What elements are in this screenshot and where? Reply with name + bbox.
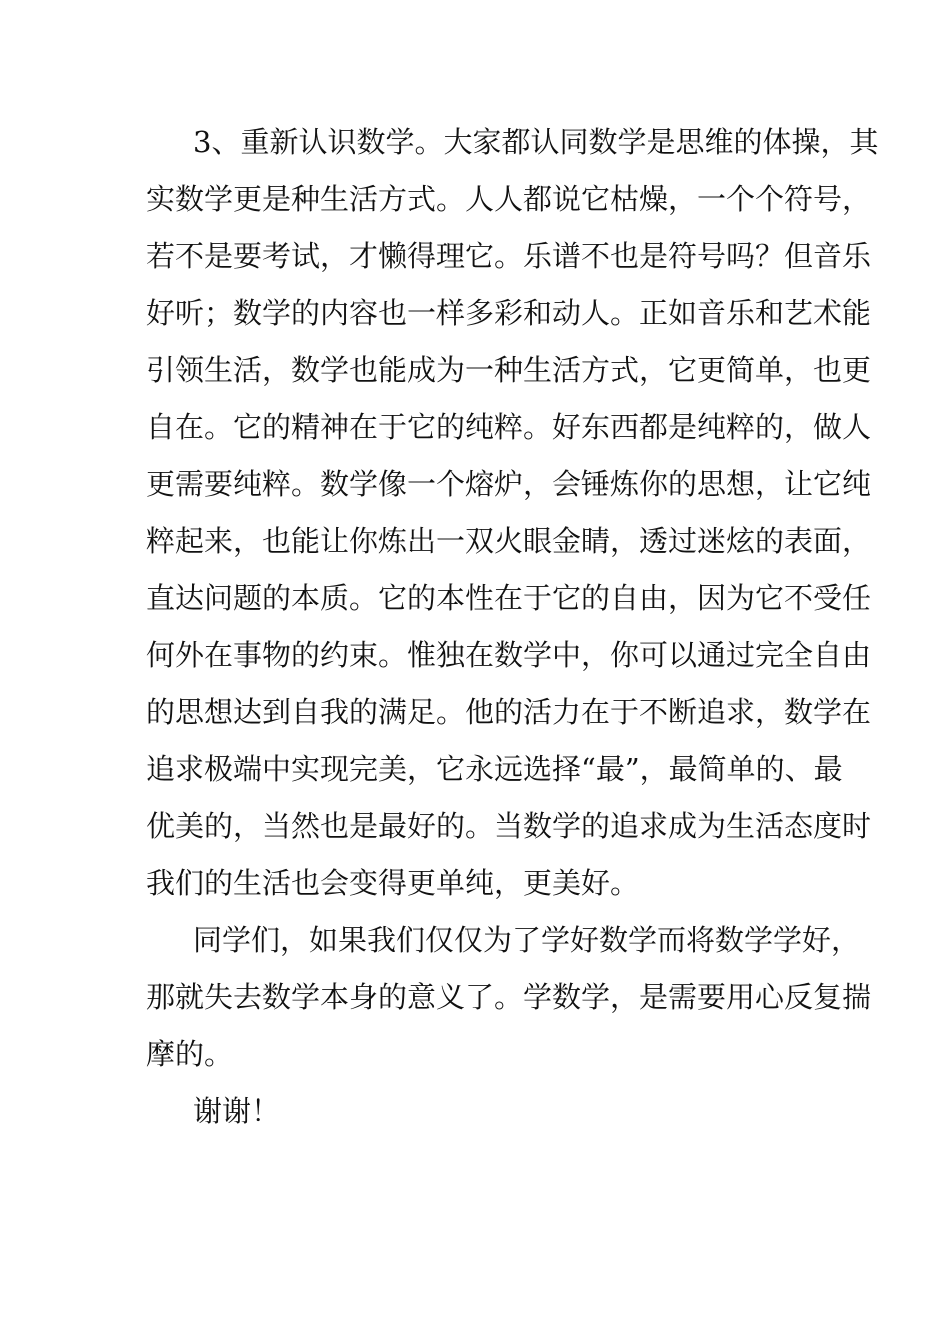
text-line: 好听；数学的内容也一样多彩和动人。正如音乐和艺术能 (146, 296, 872, 330)
speech-text (146, 121, 879, 1147)
text-line: 实数学更是种生活方式。人人都说它枯燥，一个个符号， (146, 182, 872, 216)
closing-thanks: 谢谢！ (193, 1094, 281, 1128)
text-line: 引领生活，数学也能成为一种生活方式，它更简单，也更 (146, 353, 872, 387)
paragraph-math-as-lifestyle (146, 121, 879, 919)
text-line: 优美的，当然也是最好的。当数学的追求成为生活态度时 (146, 809, 872, 843)
text-line: 若不是要考试，才懒得理它。乐谱不也是符号吗？但音乐 (146, 239, 872, 273)
text-line: 更需要纯粹。数学像一个熔炉，会锤炼你的思想，让它纯 (146, 467, 872, 501)
closing-paragraph (146, 1090, 808, 1147)
text-line: 追求极端中实现完美，它永远选择“最”，最简单的、最 (146, 752, 843, 786)
text-line: 3、重新认识数学。大家都认同数学是思维的体操，其 (193, 125, 879, 159)
text-line: 自在。它的精神在于它的纯粹。好东西都是纯粹的，做人 (146, 410, 872, 444)
text-line: 我们的生活也会变得更单纯，更美好。 (146, 866, 640, 900)
text-line: 粹起来，也能让你炼出一双火眼金睛，透过迷炫的表面， (146, 524, 872, 558)
text-line: 同学们，如果我们仅仅为了学好数学而将数学学好， (193, 923, 861, 957)
text-line: 摩的。 (146, 1037, 234, 1071)
paragraph-meaning-of-math (146, 919, 872, 1090)
text-line: 何外在事物的约束。惟独在数学中，你可以通过完全自由 (146, 638, 872, 672)
text-line: 直达问题的本质。它的本性在于它的自由，因为它不受任 (146, 581, 872, 615)
text-line: 那就失去数学本身的意义了。学数学，是需要用心反复揣 (146, 980, 872, 1014)
text-line: 的思想达到自我的满足。他的活力在于不断追求，数学在 (146, 695, 872, 729)
